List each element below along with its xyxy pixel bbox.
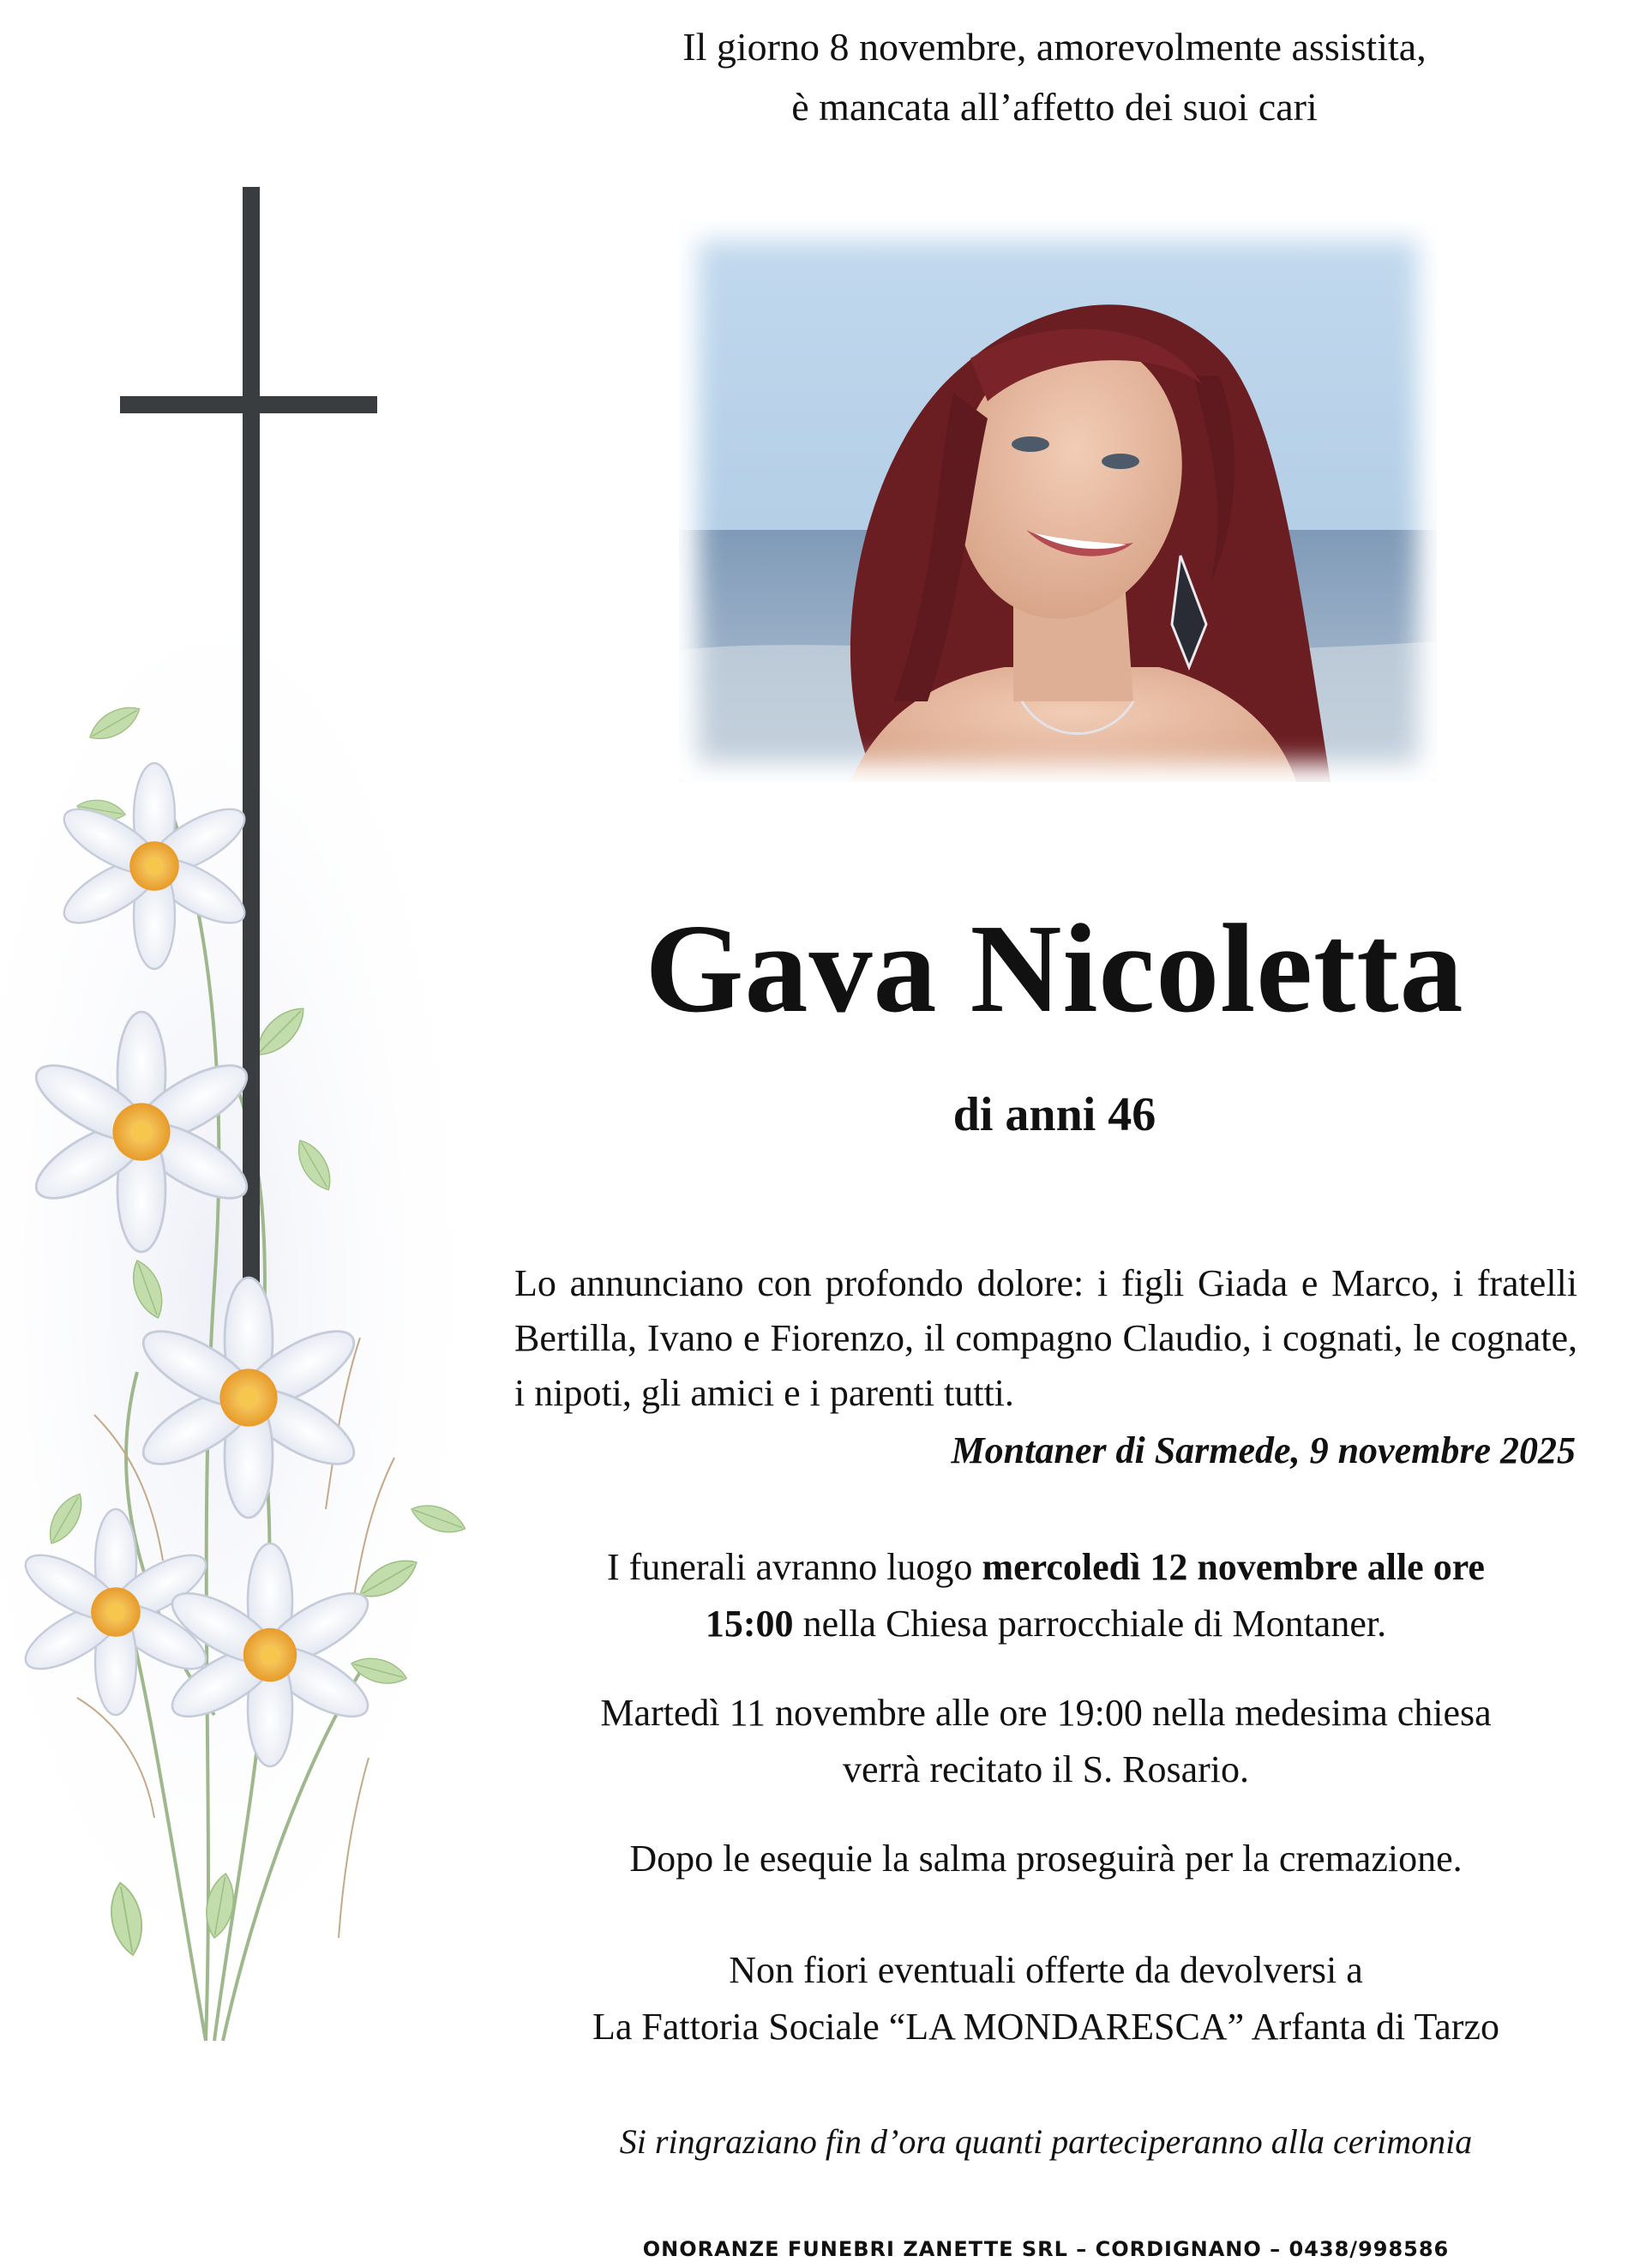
place-date: Montaner di Sarmede, 9 novembre 2025 (951, 1429, 1576, 1471)
donation-line-1: Non fiori eventuali offerte da devolversi a (729, 1949, 1363, 1991)
rosary-line-2: verrà recitato il S. Rosario. (842, 1748, 1250, 1790)
intro-text (549, 17, 1560, 137)
portrait-photo (679, 221, 1437, 782)
announcement-text: Lo annunciano con profondo dolore: i figli Giada e Marco, i fratelli Bertilla, Ivano e Fiorenzo, il compagno Claudio, i cognati, le cognate, i nipoti, gli amici e i parenti tutti. (514, 1262, 1577, 1414)
cremation-note: Dopo le esequie la salma proseguirà per la cremazione. (629, 1838, 1463, 1880)
intro-line-2: è mancata all’affetto dei suoi cari (791, 85, 1318, 129)
deceased-age: di anni 46 (952, 1088, 1156, 1141)
cross-with-lilies-icon (0, 0, 532, 2268)
funeral-location: nella Chiesa parrocchiale di Montaner. (793, 1603, 1387, 1645)
funeral-line-2 (514, 1596, 1577, 1652)
funeral-home-footer: ONORANZE FUNEBRI ZANETTE SRL – CORDIGNANO – 0438/998586 (642, 2237, 1450, 2261)
intro-line-1: Il giorno 8 novembre, amorevolmente assistita, (682, 25, 1427, 69)
funeral-line-1 (514, 1539, 1577, 1596)
rosary-info (514, 1685, 1577, 1798)
funeral-time: 15:00 (705, 1603, 794, 1645)
funeral-info (514, 1539, 1577, 1652)
thanks-note: Si ringraziano fin d’ora quanti parteciperanno alla cerimonia (619, 2122, 1473, 2161)
donation-line-2: La Fattoria Sociale “LA MONDARESCA” Arfanta di Tarzo (592, 2006, 1499, 2048)
deceased-name: Gava Nicoletta (645, 899, 1464, 1039)
funeral-prefix: I funerali avranno luogo (607, 1546, 982, 1588)
rosary-line-1: Martedì 11 novembre alle ore 19:00 nella medesima chiesa (600, 1692, 1492, 1734)
donation-note (514, 1942, 1577, 2055)
funeral-date: mercoledì 12 novembre alle ore (982, 1546, 1485, 1588)
